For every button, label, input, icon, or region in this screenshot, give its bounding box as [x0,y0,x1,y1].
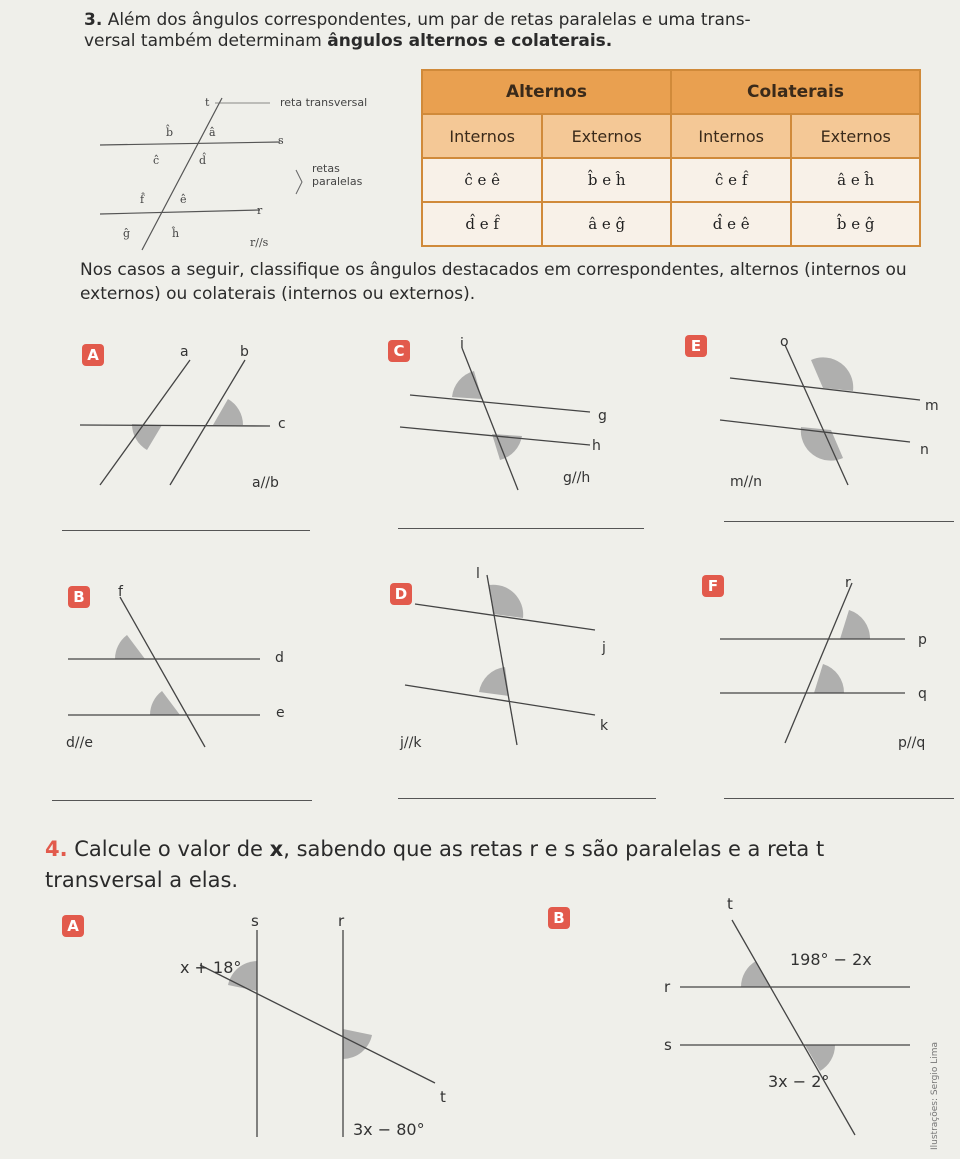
item-f-parallel: p//q [898,735,926,751]
item-a-label-b: b [240,344,249,360]
item-f-answer-line[interactable] [724,798,954,799]
question-4-part2: , sabendo que as retas r e s são paralelas e a reta t [283,837,825,861]
intro-label-s: s [278,134,284,147]
q4b-angle-top: 198° − 2x [790,950,872,969]
instructions-text: Nos casos a seguir, classifique os ângulos destacados em correspondentes, alternos (internos ou externos) ou colaterais (internos ou externos). [80,260,907,304]
table-cell: b̂ e ĥ [542,158,671,202]
q4b-badge: B [548,907,570,929]
intro-parallel-note: r//s [250,236,269,249]
table-row [422,158,920,202]
intro-angle-g: ĝ [123,227,131,240]
intro-label-transversal: reta transversal [280,96,368,109]
header-alternos: Alternos [422,70,671,114]
item-f-diagram [715,575,955,755]
table-cell: â e ĥ [791,158,920,202]
item-f-label-q: q [918,686,927,702]
q4a-label-r: r [338,912,345,930]
q4b-label-r: r [664,978,671,996]
item-b-label-d: d [275,650,284,666]
item-c-label-i: i [460,336,464,352]
table-cell: ĉ e ê [422,158,542,202]
item-c-badge: C [388,340,410,362]
item-d-label-j: j [602,640,606,656]
item-e-answer-line[interactable] [724,521,954,522]
item-f-label-r: r [845,575,851,591]
item-c-diagram [390,340,630,500]
sub-externos-1: Externos [542,114,671,158]
item-a-badge: A [82,344,104,366]
intro-label-retas: retas [312,162,340,175]
item-e-label-o: o [780,334,789,350]
item-b-label-e: e [276,705,285,721]
question-4-number: 4. [45,837,68,861]
intro-angle-f: f̂ [140,193,145,206]
q4b-label-s: s [664,1036,672,1054]
sub-internos-1: Internos [422,114,542,158]
item-d-label-l: l [476,566,480,582]
item-d-label-k: k [600,718,609,734]
q4b-angle-bottom: 3x − 2° [768,1072,830,1091]
intro-angle-e: ê [180,193,187,206]
item-a-parallel: a//b [252,475,279,491]
q4a-angle-top: x + 18° [180,958,242,977]
question-4-line2: transversal a elas. [45,868,239,892]
item-d-badge: D [390,583,412,605]
question-3-line1: Além dos ângulos correspondentes, um par de retas paralelas e uma trans- [107,10,751,30]
intro-angle-h: ĥ [172,227,180,240]
item-e-label-m: m [925,398,939,414]
item-f-badge: F [702,575,724,597]
q4a-badge: A [62,915,84,937]
item-b-badge: B [68,586,90,608]
item-d-diagram [395,570,635,750]
question-4-text [45,834,955,896]
question-3-line2a: versal também determinam [84,31,328,51]
intro-angle-b: b̂ [166,126,174,139]
table-row [422,202,920,246]
item-d-answer-line[interactable] [398,798,656,799]
q4b-label-t: t [727,895,733,913]
question-4-x: x [269,837,284,861]
item-b-answer-line[interactable] [52,800,312,801]
item-c-label-g: g [598,408,607,424]
item-a-label-c: c [278,416,286,432]
item-f-label-p: p [918,632,927,648]
intro-label-t: t [205,96,210,109]
header-colaterais: Colaterais [671,70,920,114]
item-c-answer-line[interactable] [398,528,644,529]
item-a-answer-line[interactable] [62,530,310,531]
table-cell: d̂ e ê [671,202,791,246]
item-b-label-f: f [118,584,123,600]
item-e-badge: E [685,335,707,357]
question-3-number: 3. [84,10,103,30]
intro-angle-d: d̂ [199,154,207,167]
question-3-text [84,10,944,52]
item-a-label-a: a [180,344,189,360]
intro-label-r: r [257,204,263,217]
intro-angle-a: â [209,126,216,139]
intro-label-paralelas: paralelas [312,175,363,188]
question-3-line2b: ângulos alternos e colaterais. [327,31,613,51]
table-cell: ĉ e f̂ [671,158,791,202]
table-cell: d̂ e f̂ [422,202,542,246]
item-d-parallel: j//k [400,735,422,751]
illustration-credit: Ilustrações: Sergio Lima [930,1041,940,1150]
sub-externos-2: Externos [791,114,920,158]
item-e-label-n: n [920,442,929,458]
table-cell: â e ĝ [542,202,671,246]
item-c-parallel: g//h [563,470,591,486]
q4a-angle-bottom: 3x − 80° [353,1120,425,1139]
item-c-label-h: h [592,438,601,454]
item-b-parallel: d//e [66,735,93,751]
question-4-part1: Calcule o valor de [67,837,270,861]
item-e-parallel: m//n [730,474,762,490]
sub-internos-2: Internos [671,114,791,158]
angles-table [421,69,921,247]
item-b-diagram [60,585,300,755]
q4a-label-s: s [251,912,259,930]
intro-angle-c: ĉ [153,154,160,167]
table-cell: b̂ e ĝ [791,202,920,246]
q4a-label-t: t [440,1088,446,1106]
